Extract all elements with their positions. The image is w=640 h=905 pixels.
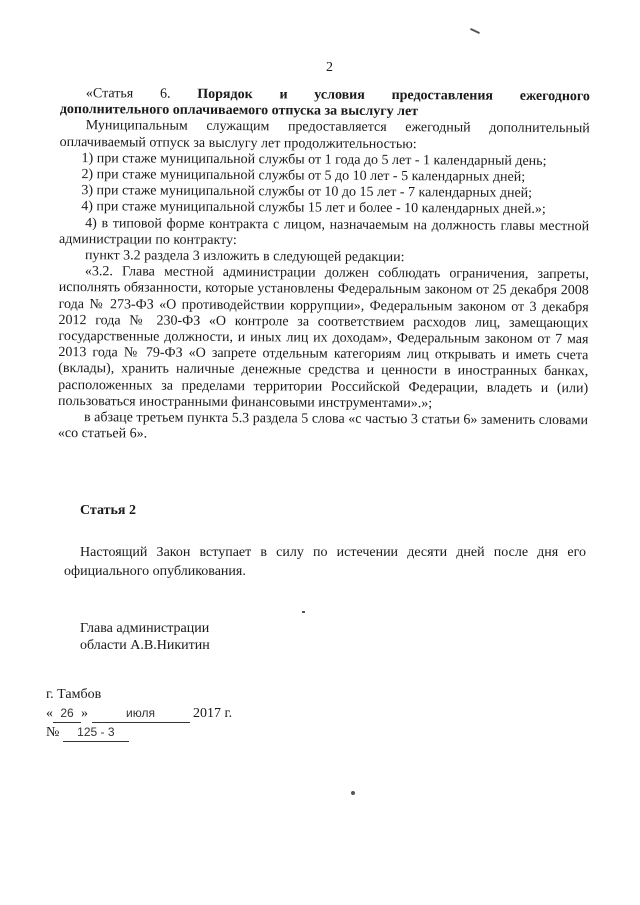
number-prefix: № bbox=[46, 725, 60, 740]
article-6-body bbox=[58, 86, 590, 446]
clause-paragraph: пункт 3.2 раздела 3 изложить в следующей редакции: bbox=[84, 248, 405, 266]
signature-line-2: области А.В.Никитин bbox=[80, 638, 210, 653]
list-item: 3) при стаже муниципальной службы от 10 до 15 лет - 7 календарных дней; bbox=[81, 183, 533, 202]
signature-block bbox=[80, 620, 210, 654]
date-quote-open: « bbox=[46, 706, 53, 721]
intro-paragraph: Муниципальным служащим предоставляется ежегодный дополнительный оплачиваемый отпуск за выслугу лет продолжительностью: bbox=[59, 118, 590, 152]
date-year: 2017 г. bbox=[193, 706, 233, 721]
signature-line-1: Глава администрации bbox=[80, 621, 210, 636]
list-item: 4) при стаже муниципальной службы 15 лет и более - 10 календарных дней.»; bbox=[81, 199, 546, 218]
document-number: 125 - 3 bbox=[63, 723, 129, 742]
article-6-prefix: «Статья 6. bbox=[85, 86, 171, 102]
date-day: 26 bbox=[53, 704, 81, 723]
date-month: июля bbox=[92, 704, 190, 723]
scan-mark bbox=[302, 611, 305, 613]
article-2-text: Настоящий Закон вступает в силу по истечении десяти дней после дня его официального опубликования. bbox=[64, 545, 586, 579]
scan-mark bbox=[470, 28, 480, 34]
replace-paragraph: в абзаце третьем пункта 5.3 раздела 5 слова «с частью 3 статьи 6» заменить словами «со статьей 6». bbox=[57, 410, 589, 442]
list-item: 2) при стаже муниципальной службы от 5 до 10 лет - 5 календарных дней; bbox=[81, 167, 526, 185]
number-line bbox=[46, 723, 232, 742]
date-line bbox=[46, 704, 232, 723]
article-6-title-line2: дополнительного оплачиваемого отпуска за выслугу лет bbox=[59, 102, 419, 120]
page-number: 2 bbox=[326, 60, 333, 75]
date-quote-close: » bbox=[81, 706, 88, 721]
article-6-title: Порядок и условия предоставления ежегодного bbox=[197, 86, 590, 105]
article-2-title: Статья 2 bbox=[80, 503, 136, 518]
clause-text: «3.2. Глава местной администрации должен соблюдать ограничения, запреты, исполнять обязанности, которые установлены Федеральным законом от 25 декабря 2008 года № 273-ФЗ «О противодействии коррупции», Федеральным законом от 3 декабря 2012 года № 230-ФЗ «О контроле за соответствием расходов лиц, замещающих государственные должности, и иных лиц их доходам», Федеральным законом от 7 мая 2013 года № 79-ФЗ «О запрете отдельным категориям лиц открывать и иметь счета (вклады), хранить наличные денежные средства и ценности в иностранных банках, расположенных за пределами территории Российской Федерации, владеть и (или) пользоваться иностранными финансовыми инструментами».»; bbox=[58, 264, 589, 412]
list-item: 1) при стаже муниципальной службы от 1 года до 5 лет - 1 календарный день; bbox=[81, 150, 547, 169]
place-date-block bbox=[46, 686, 232, 742]
place: г. Тамбов bbox=[46, 687, 102, 702]
scan-mark bbox=[351, 791, 355, 795]
contract-paragraph: 4) в типовой форме контракта с лицом, назначаемым на должность главы местной администрации по контракту: bbox=[59, 215, 590, 248]
